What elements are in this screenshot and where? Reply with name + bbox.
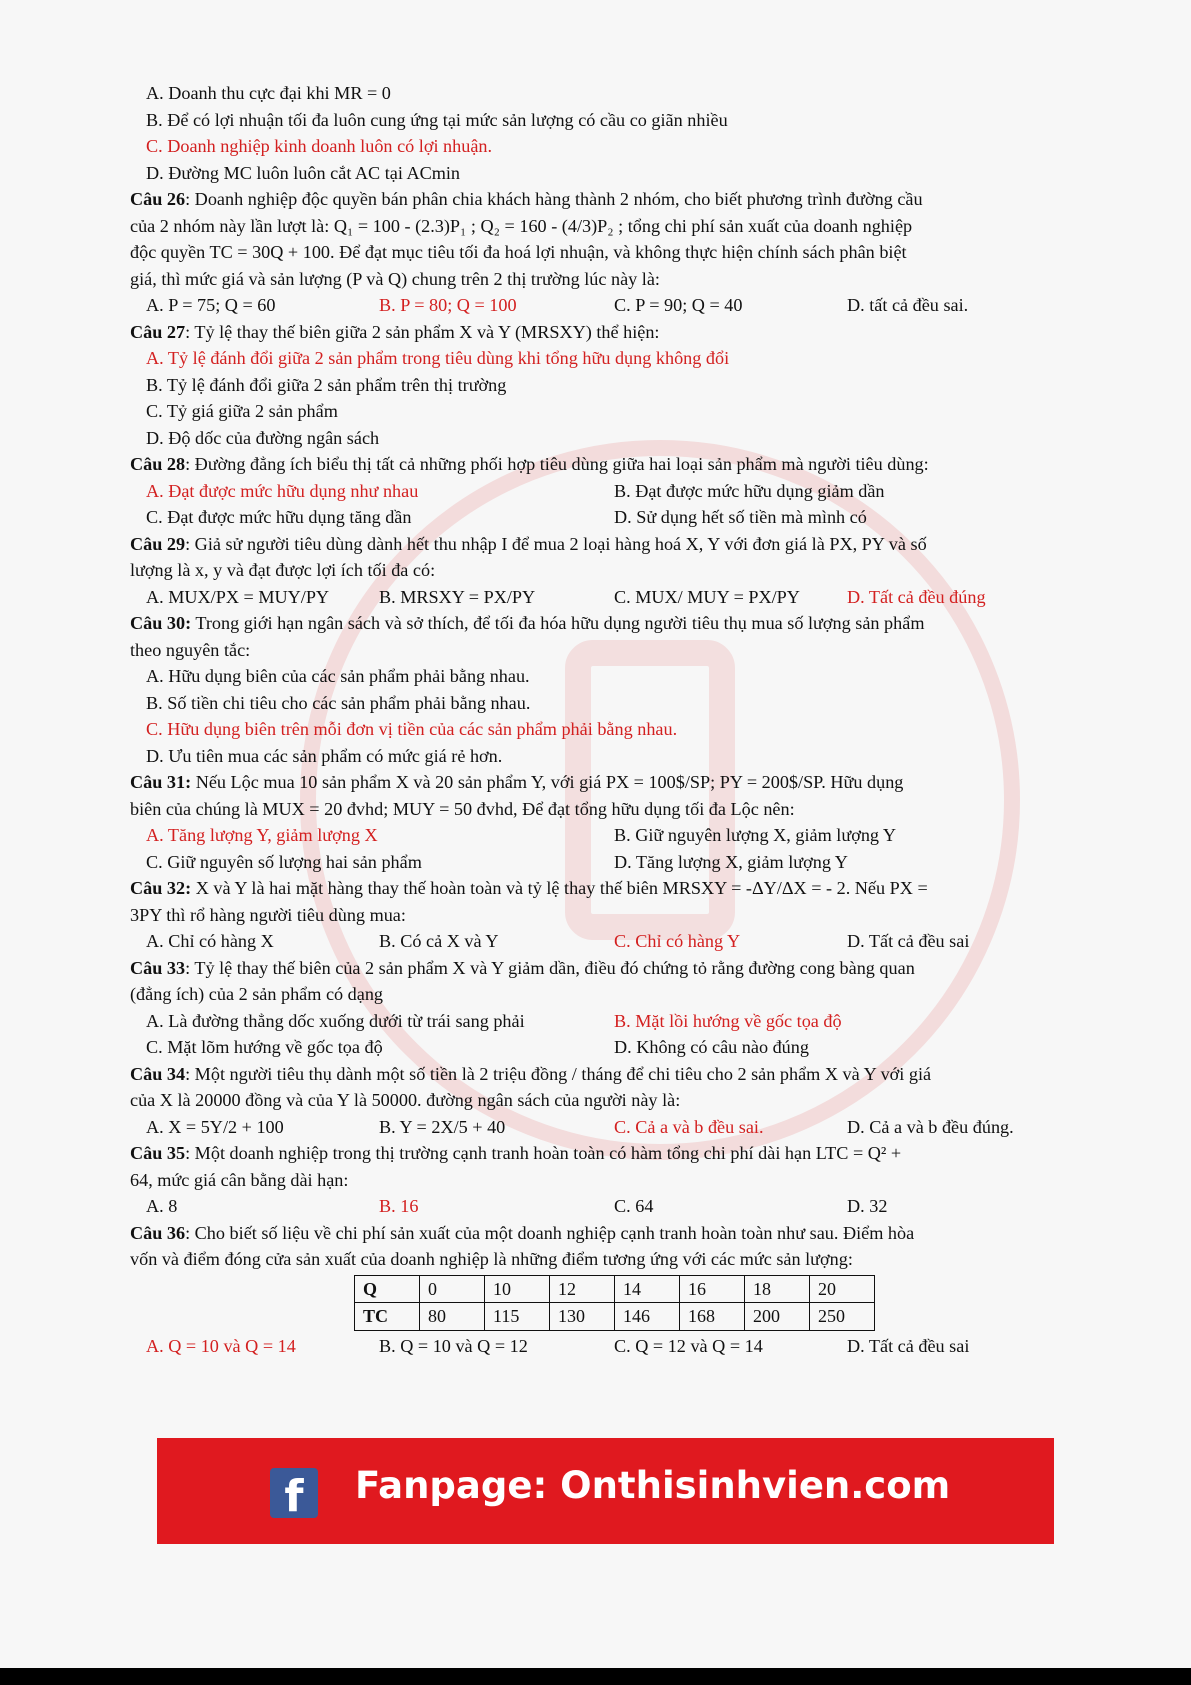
- options-row: [130, 1008, 1055, 1035]
- question-text: biên của chúng là MUX = 20 đvhd; MUY = 50 đvhd, Để đạt tổng hữu dụng tối đa Lộc nên:: [130, 798, 795, 819]
- table-cell: 20: [810, 1275, 875, 1303]
- option-a: A. Chỉ có hàng X: [146, 931, 274, 951]
- option-b: B. Giữ nguyên lượng X, giảm lượng Y: [614, 825, 897, 845]
- question-number: Câu 29: [130, 533, 186, 554]
- options-row: [130, 1333, 1055, 1360]
- question-number: Câu 28: [130, 454, 186, 474]
- question-text: : Một người tiêu thụ dành một số tiền là 2 triệu đồng / tháng để chi tiêu cho 2 sản phẩm X và Y với giá: [185, 1063, 932, 1084]
- question-26: [130, 186, 1055, 213]
- option-a: A. Hữu dụng biên của các sản phẩm phải bằng nhau.: [146, 666, 530, 686]
- option-a-answer: A. Đạt được mức hữu dụng như nhau: [146, 480, 419, 501]
- option-c: C. Đạt được mức hữu dụng tăng dần: [146, 507, 412, 527]
- option-d: D. Độ dốc của đường ngân sách: [146, 427, 380, 448]
- option-b-answer: B. P = 80; Q = 100: [379, 295, 517, 315]
- option-d: D. Tất cả đều sai: [847, 931, 970, 951]
- option-b: B. Số tiền chi tiêu cho các sản phẩm phải bằng nhau.: [146, 692, 531, 713]
- question-number: Câu 30:: [130, 613, 192, 633]
- question-text: : Tỷ lệ thay thế biên của 2 sản phẩm X và Y giảm dần, điều đó chứng tỏ rằng đường cong bàng quan: [185, 957, 915, 978]
- question-number: Câu 31:: [130, 772, 192, 792]
- table-cell: 14: [615, 1275, 680, 1303]
- options-row: [130, 478, 1055, 505]
- table-cell: 115: [485, 1303, 550, 1331]
- fanpage-text[interactable]: Fanpage: Onthisinhvien.com: [355, 1464, 951, 1507]
- question-number: Câu 27: [130, 321, 186, 342]
- option-b: B. Đạt được mức hữu dụng giảm dần: [614, 480, 885, 501]
- option-d: D. Sử dụng hết số tiền mà mình có: [614, 507, 867, 527]
- option-d-answer: D. Tất cả đều đúng: [847, 586, 986, 607]
- question-30: [130, 610, 1055, 637]
- option-a: A. Là đường thẳng dốc xuống dưới từ trái sang phải: [146, 1010, 525, 1031]
- question-29: [130, 531, 1055, 558]
- table-cell: 12: [550, 1275, 615, 1303]
- option-d: D. Tất cả đều sai: [847, 1335, 970, 1356]
- options-row: [130, 928, 1055, 955]
- option-c-answer: C. Hữu dụng biên trên mỗi đơn vị tiền của các sản phẩm phải bằng nhau.: [146, 719, 678, 739]
- table-cell: 0: [420, 1275, 485, 1303]
- question-text: của X là 20000 đồng và của Y là 50000. đường ngân sách của người này là:: [130, 1090, 681, 1110]
- option-a: A. Doanh thu cực đại khi MR = 0: [146, 83, 391, 103]
- option-c: C. Tỷ giá giữa 2 sản phẩm: [146, 401, 338, 421]
- table-cell: 80: [420, 1303, 485, 1331]
- option-d: D. tất cả đều sai.: [847, 295, 969, 315]
- option-d: D. Cả a và b đều đúng.: [847, 1116, 1014, 1137]
- table-cell: 200: [745, 1303, 810, 1331]
- option-d: D. Không có câu nào đúng: [614, 1037, 809, 1057]
- option-c-answer: C. Cả a và b đều sai.: [614, 1116, 764, 1137]
- question-text: : Đường đẳng ích biểu thị tất cả những phối hợp tiêu dùng giữa hai loại sản phẩm mà người tiêu dùng:: [185, 454, 929, 474]
- option-c-answer: C. Chỉ có hàng Y: [614, 931, 741, 951]
- table-row: [355, 1275, 875, 1303]
- question-33: [130, 955, 1055, 982]
- option-a-answer: A. Q = 10 và Q = 14: [146, 1335, 296, 1356]
- table-cell: 130: [550, 1303, 615, 1331]
- option-d: D. Ưu tiên mua các sản phẩm có mức giá rẻ hơn.: [146, 745, 503, 766]
- table-cell: 16: [680, 1275, 745, 1303]
- question-text: X và Y là hai mặt hàng thay thế hoàn toàn và tỷ lệ thay thế biên MRSXY = -ΔY/ΔX = - 2. Nếu PX =: [191, 878, 928, 898]
- question-31: [130, 769, 1055, 796]
- option-b: B. MRSXY = PX/PY: [379, 586, 536, 607]
- question-text: : Doanh nghiệp độc quyền bán phân chia khách hàng thành 2 nhóm, cho biết phương trình đường cầu: [185, 189, 923, 209]
- option-b: B. Q = 10 và Q = 12: [379, 1335, 528, 1356]
- question-text: : Cho biết số liệu về chi phí sản xuất của một doanh nghiệp cạnh tranh hoàn toàn như sau. Điểm hòa: [185, 1222, 915, 1243]
- options-row: [130, 584, 1055, 611]
- question-number: Câu 26: [130, 189, 186, 209]
- facebook-icon: f: [270, 1468, 318, 1518]
- question-text: Trong giới hạn ngân sách và sở thích, để tối đa hóa hữu dụng người tiêu thụ mua số lượng sản phẩm: [191, 613, 925, 633]
- option-d: D. Tăng lượng X, giảm lượng Y: [614, 851, 848, 872]
- option-c: C. 64: [614, 1196, 654, 1216]
- options-row: [130, 822, 1055, 849]
- question-text: : Giả sử người tiêu dùng dành hết thu nhập I để mua 2 loại hàng hoá X, Y với đơn giá là PX, PY và số: [185, 533, 927, 554]
- question-text: (đẳng ích) của 2 sản phẩm có dạng: [130, 984, 384, 1004]
- question-text: lượng là x, y và đạt được lợi ích tối đa có:: [130, 560, 436, 580]
- table-cell: 168: [680, 1303, 745, 1331]
- option-c: C. Giữ nguyên số lượng hai sản phẩm: [146, 851, 422, 872]
- options-row: [130, 1034, 1055, 1061]
- table-cell: 146: [615, 1303, 680, 1331]
- question-36: [130, 1220, 1055, 1247]
- table-header-cell: Q: [355, 1275, 420, 1303]
- question-text: vốn và điểm đóng cửa sản xuất của doanh nghiệp là những điểm tương ứng với các mức sản lượng:: [130, 1249, 853, 1269]
- options-row: [130, 292, 1055, 319]
- option-d: D. 32: [847, 1196, 888, 1216]
- option-a-answer: A. Tăng lượng Y, giảm lượng X: [146, 825, 378, 845]
- option-d: D. Đường MC luôn luôn cắt AC tại ACmin: [146, 162, 461, 183]
- table-cell: 18: [745, 1275, 810, 1303]
- question-text: của 2 nhóm này lần lượt là: Q₁ = 100 - (2.3)P₁ ; Q₂ = 160 - (4/3)P₂ ; tổng chi phí sản xuất của doanh nghiệp: [130, 215, 913, 236]
- question-number: Câu 32:: [130, 878, 192, 898]
- question-34: [130, 1061, 1055, 1088]
- question-number: Câu 34: [130, 1063, 186, 1084]
- question-text: : Tỷ lệ thay thế biên giữa 2 sản phẩm X và Y (MRSXY) thể hiện:: [185, 321, 660, 342]
- question-number: Câu 35: [130, 1143, 186, 1163]
- question-text: 64, mức giá cân bằng dài hạn:: [130, 1169, 349, 1190]
- question-text: : Một doanh nghiệp trong thị trường cạnh tranh hoàn toàn có hàm tổng chi phí dài hạn LTC = Q² +: [185, 1143, 902, 1163]
- question-28: [130, 451, 1055, 478]
- option-b: B. Có cả X và Y: [379, 931, 499, 951]
- options-row: [130, 1193, 1055, 1220]
- table-row: [355, 1303, 875, 1331]
- question-32: [130, 875, 1055, 902]
- options-row: [130, 1114, 1055, 1141]
- option-c: C. P = 90; Q = 40: [614, 295, 743, 315]
- option-b: B. Y = 2X/5 + 40: [379, 1116, 506, 1137]
- options-row: [130, 504, 1055, 531]
- question-text: 3PY thì rổ hàng người tiêu dùng mua:: [130, 904, 406, 925]
- option-c: C. MUX/ MUY = PX/PY: [614, 586, 800, 607]
- question-text: giá, thì mức giá và sản lượng (P và Q) chung trên 2 thị trường lúc này là:: [130, 268, 660, 289]
- question-number: Câu 36: [130, 1222, 186, 1243]
- option-b: B. Để có lợi nhuận tối đa luôn cung ứng tại mức sản lượng có cầu co giãn nhiều: [146, 109, 728, 130]
- content: [130, 80, 1055, 1359]
- question-27: [130, 319, 1055, 346]
- option-a: A. MUX/PX = MUY/PY: [146, 586, 330, 607]
- bottom-bar: [0, 1668, 1191, 1685]
- table-cell: 10: [485, 1275, 550, 1303]
- fanpage-banner[interactable]: [157, 1438, 1054, 1544]
- option-c: C. Mặt lõm hướng về gốc tọa độ: [146, 1037, 383, 1057]
- table-cell: 250: [810, 1303, 875, 1331]
- question-text: theo nguyên tắc:: [130, 639, 251, 660]
- question-text: độc quyền TC = 30Q + 100. Để đạt mục tiêu tối đa hoá lợi nhuận, và không thực hiện chính sách phân biệt: [130, 242, 907, 262]
- option-c: C. Q = 12 và Q = 14: [614, 1335, 763, 1356]
- option-c-answer: C. Doanh nghiệp kinh doanh luôn có lợi nhuận.: [146, 136, 493, 156]
- option-a: A. X = 5Y/2 + 100: [146, 1116, 284, 1137]
- question-number: Câu 33: [130, 957, 186, 978]
- option-a: A. 8: [146, 1196, 178, 1216]
- option-a: A. P = 75; Q = 60: [146, 295, 276, 315]
- cost-table: [354, 1275, 875, 1331]
- option-b: B. Tỷ lệ đánh đổi giữa 2 sản phẩm trên thị trường: [146, 374, 507, 395]
- table-header-cell: TC: [355, 1303, 420, 1331]
- question-35: [130, 1140, 1055, 1167]
- option-b-answer: B. 16: [379, 1196, 419, 1216]
- option-b-answer: B. Mặt lồi hướng về gốc tọa độ: [614, 1010, 842, 1031]
- question-text: Nếu Lộc mua 10 sản phẩm X và 20 sản phẩm Y, với giá PX = 100$/SP; PY = 200$/SP. Hữu dụng: [191, 772, 904, 792]
- option-a-answer: A. Tỷ lệ đánh đổi giữa 2 sản phẩm trong tiêu dùng khi tổng hữu dụng không đổi: [146, 348, 730, 368]
- options-row: [130, 849, 1055, 876]
